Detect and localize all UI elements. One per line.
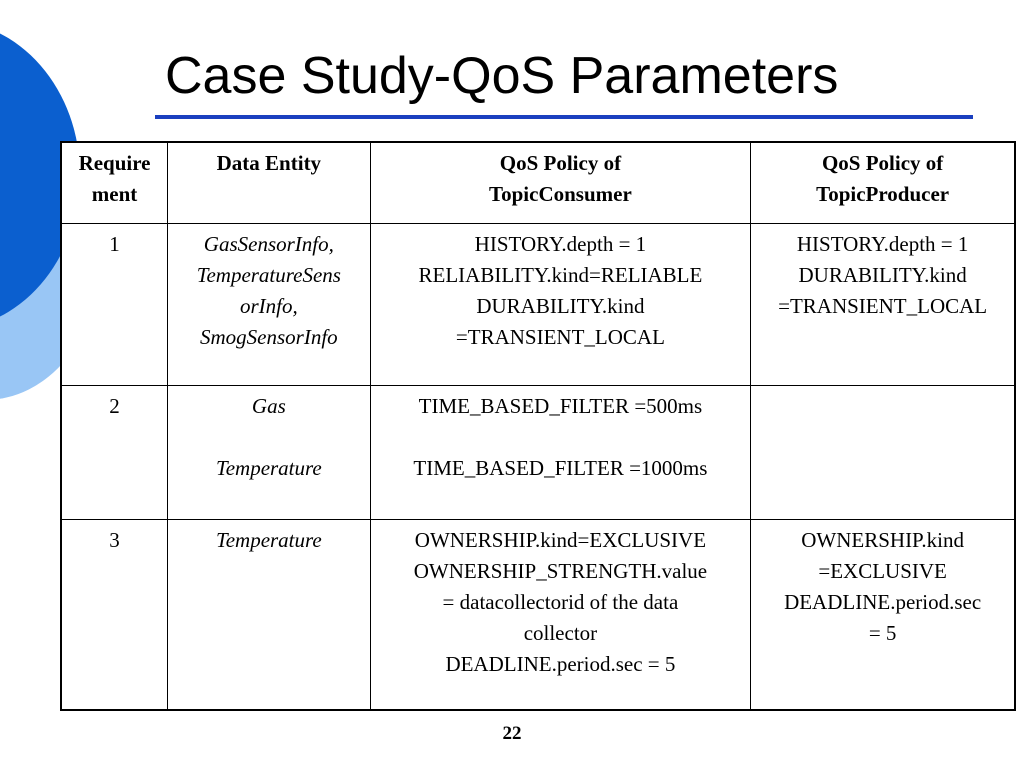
table-row bbox=[61, 386, 1015, 520]
header-text: Data Entity bbox=[216, 151, 322, 175]
policy-line: = datacollectorid of the data bbox=[442, 590, 679, 614]
header-requirement bbox=[61, 142, 168, 224]
header-text: TopicProducer bbox=[816, 182, 950, 206]
policy-line: = 5 bbox=[868, 621, 897, 645]
requirement-cell: 2 bbox=[61, 386, 168, 520]
entity-line: orInfo, bbox=[239, 294, 298, 318]
policy-line: TIME_BASED_FILTER =500ms bbox=[418, 394, 703, 418]
header-data-entity bbox=[168, 142, 371, 224]
data-entity-cell bbox=[168, 520, 371, 711]
table-row bbox=[61, 224, 1015, 386]
producer-policy-cell bbox=[751, 224, 1015, 386]
entity-line: Temperature bbox=[215, 456, 322, 480]
header-text: Require bbox=[78, 151, 151, 175]
entity-line: TemperatureSens bbox=[196, 263, 341, 287]
table-header-row bbox=[61, 142, 1015, 224]
spacer bbox=[373, 422, 749, 453]
policy-line: DEADLINE.period.sec bbox=[784, 590, 982, 614]
producer-policy-cell bbox=[751, 386, 1015, 520]
policy-line: DEADLINE.period.sec = 5 bbox=[445, 652, 676, 676]
data-entity-cell bbox=[168, 386, 371, 520]
qos-parameters-table bbox=[60, 141, 1016, 711]
policy-line: =EXCLUSIVE bbox=[818, 559, 947, 583]
policy-line: OWNERSHIP.kind bbox=[801, 528, 964, 552]
table-row bbox=[61, 520, 1015, 711]
slide-title: Case Study-QoS Parameters bbox=[165, 47, 839, 105]
consumer-policy-cell bbox=[370, 224, 751, 386]
policy-line: HISTORY.depth = 1 bbox=[796, 232, 969, 256]
policy-line: DURABILITY.kind bbox=[798, 263, 967, 287]
entity-line: GasSensorInfo, bbox=[203, 232, 334, 256]
consumer-policy-cell bbox=[370, 386, 751, 520]
spacer bbox=[170, 422, 368, 453]
policy-line: =TRANSIENT_LOCAL bbox=[778, 294, 988, 318]
policy-line: collector bbox=[523, 621, 598, 645]
policy-line: HISTORY.depth = 1 bbox=[474, 232, 647, 256]
header-producer-policy bbox=[751, 142, 1015, 224]
entity-line: Gas bbox=[251, 394, 286, 418]
header-consumer-policy bbox=[370, 142, 751, 224]
requirement-cell: 3 bbox=[61, 520, 168, 711]
data-entity-cell bbox=[168, 224, 371, 386]
entity-line: SmogSensorInfo bbox=[200, 325, 338, 349]
header-text: QoS Policy of bbox=[821, 151, 944, 175]
entity-line: Temperature bbox=[215, 528, 322, 552]
header-text: QoS Policy of bbox=[499, 151, 622, 175]
producer-policy-cell bbox=[751, 520, 1015, 711]
policy-line: TIME_BASED_FILTER =1000ms bbox=[413, 456, 708, 480]
consumer-policy-cell bbox=[370, 520, 751, 711]
policy-line: OWNERSHIP.kind=EXCLUSIVE bbox=[414, 528, 707, 552]
policy-line: RELIABILITY.kind=RELIABLE bbox=[418, 263, 703, 287]
requirement-cell: 1 bbox=[61, 224, 168, 386]
header-text: TopicConsumer bbox=[489, 182, 632, 206]
page-number: 22 bbox=[502, 723, 522, 744]
policy-line: OWNERSHIP_STRENGTH.value bbox=[413, 559, 708, 583]
policy-line: DURABILITY.kind bbox=[476, 294, 645, 318]
policy-line: =TRANSIENT_LOCAL bbox=[455, 325, 665, 349]
header-text: ment bbox=[91, 182, 138, 206]
title-underline bbox=[155, 115, 973, 119]
